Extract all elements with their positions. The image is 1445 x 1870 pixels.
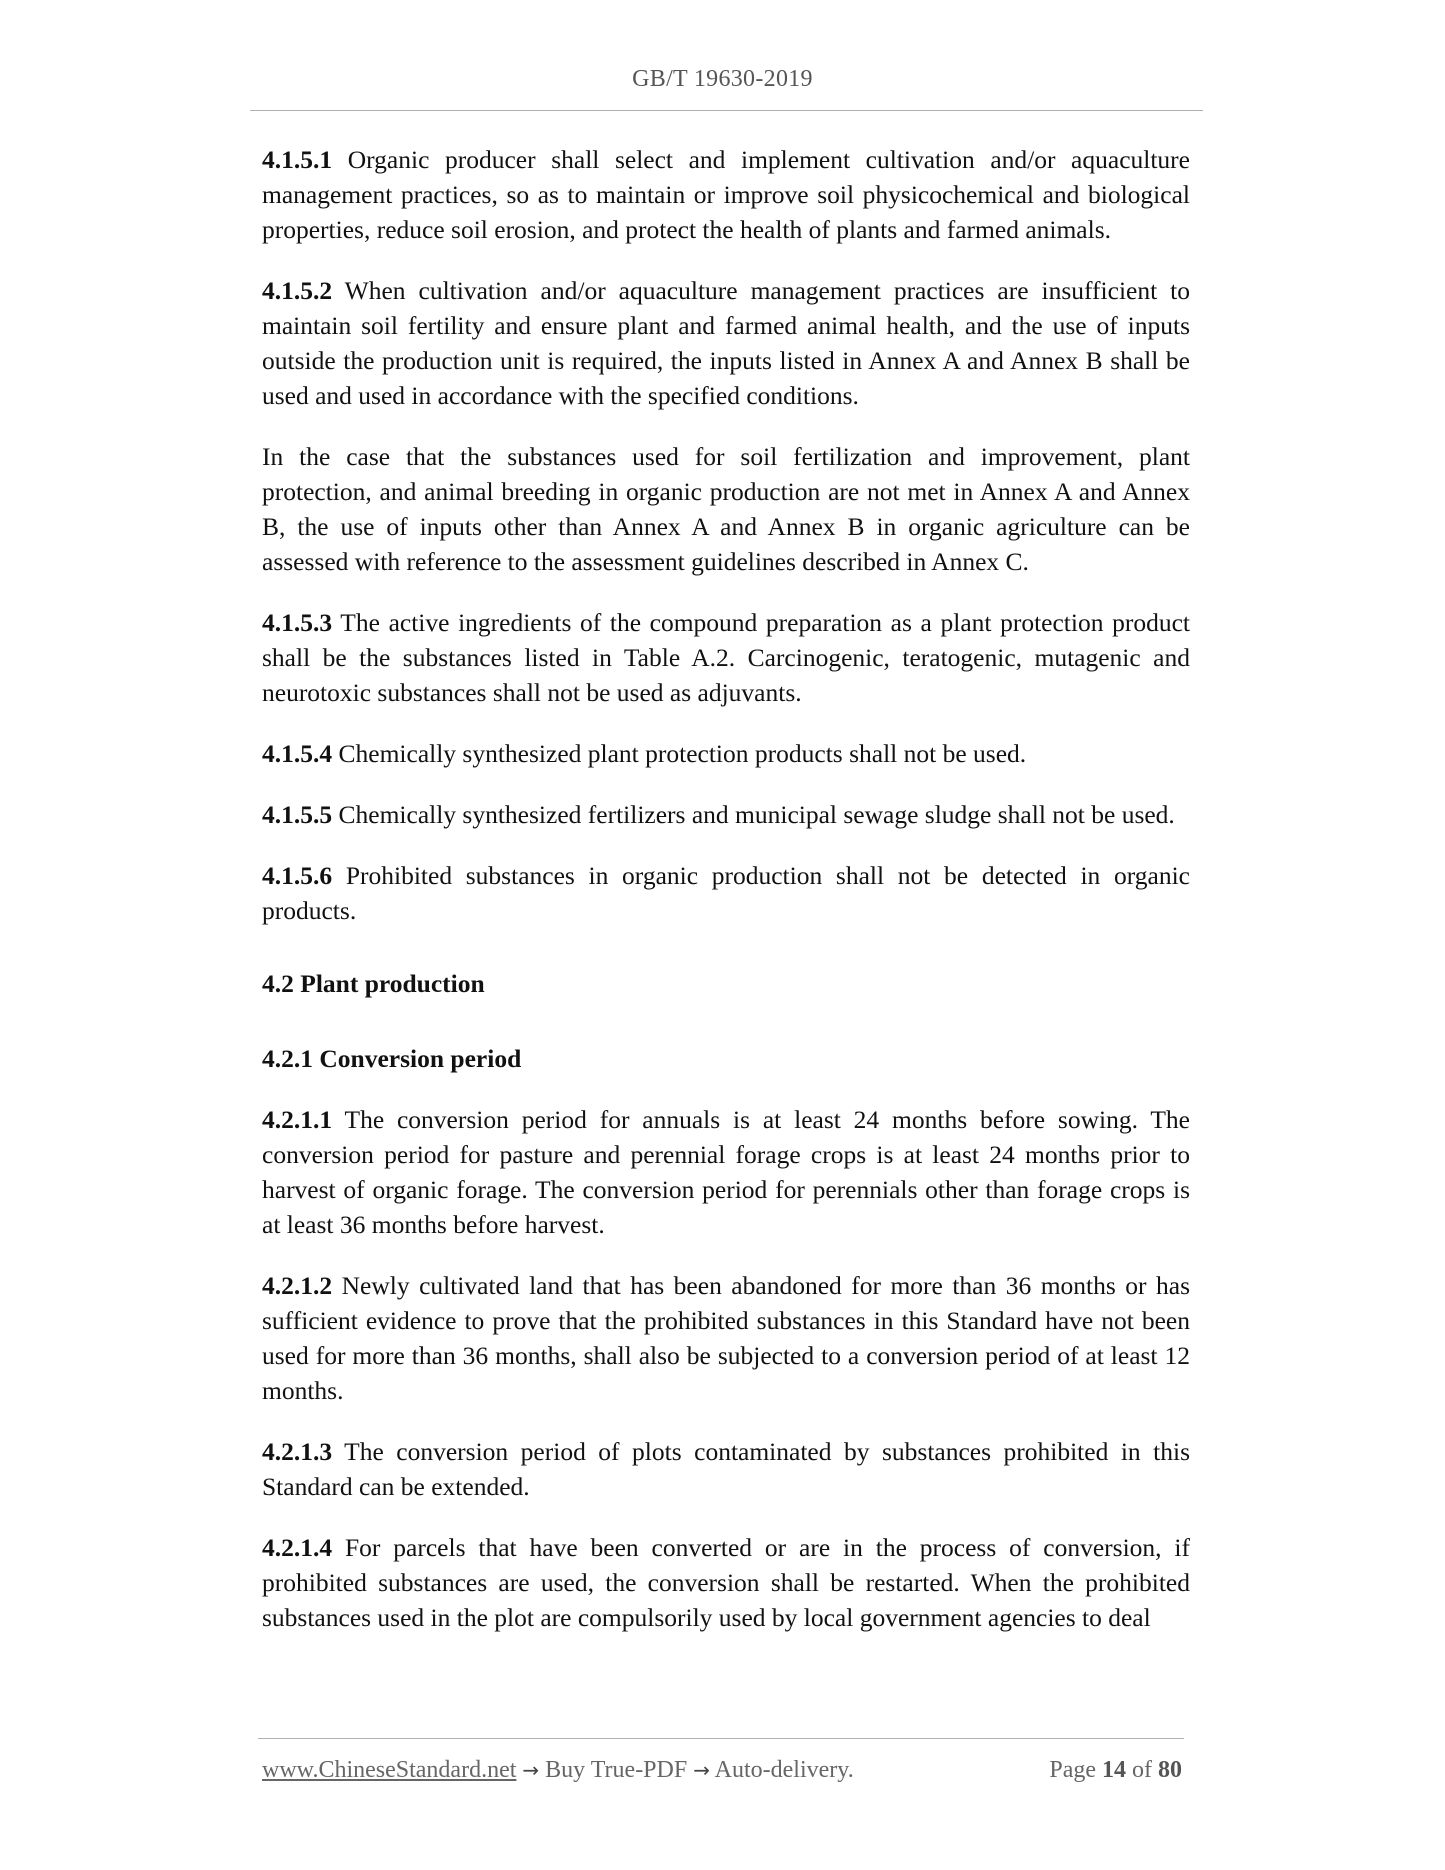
clause-text: For parcels that have been converted or are in the process of conversion, if prohibited substances are used, the conversion shall be restarted. When the prohibited substances used in the plot are compulsorily used by local government agencies to deal [262, 1533, 1190, 1632]
arrow-right-icon: → [522, 1758, 540, 1782]
header-divider [250, 110, 1203, 111]
document-header-title: GB/T 19630-2019 [632, 66, 813, 92]
clause-number: 4.2.1.3 [262, 1437, 333, 1466]
clause-text: Chemically synthesized plant protection products shall not be used. [332, 739, 1027, 768]
paragraph-4-1-5-5 [262, 797, 1190, 832]
clause-number: 4.1.5.6 [262, 861, 333, 890]
footer-promo [262, 1757, 854, 1784]
clause-number: 4.2.1.2 [262, 1271, 333, 1300]
clause-number: 4.1.5.4 [262, 739, 333, 768]
paragraph-4-2-1-2 [262, 1268, 1190, 1408]
clause-text: Organic producer shall select and implement cultivation and/or aquaculture management practices, so as to maintain or improve soil physicochemical and biological properties, reduce soil erosion, and protect the health of plants and farmed animals. [262, 145, 1190, 244]
paragraph-4-1-5-1 [262, 142, 1190, 247]
clause-text: When cultivation and/or aquaculture management practices are insufficient to maintain soil fertility and ensure plant and farmed animal health, and the use of inputs outside the production unit is required, the inputs listed in Annex A and Annex B shall be used and used in accordance with the specified conditions. [262, 276, 1190, 410]
clause-text: Newly cultivated land that has been abandoned for more than 36 months or has sufficient evidence to prove that the prohibited substances in this Standard have not been used for more than 36 months, shall also be subjected to a conversion period of at least 12 months. [262, 1271, 1190, 1405]
paragraph-4-2-1-3 [262, 1434, 1190, 1504]
paragraph-4-1-5-2 [262, 273, 1190, 413]
clause-number: 4.1.5.2 [262, 276, 333, 305]
buy-pdf-text: Buy True-PDF [539, 1757, 694, 1783]
clause-text: In the case that the substances used for soil fertilization and improvement, plant protection, and animal breeding in organic production are not met in Annex A and Annex B, the use of inputs other than Annex A and Annex B in organic agriculture can be assessed with reference to the assessment guidelines described in Annex C. [262, 442, 1190, 576]
clause-number: 4.1.5.3 [262, 608, 333, 637]
clause-text: Chemically synthesized fertilizers and municipal sewage sludge shall not be used. [332, 800, 1175, 829]
total-pages: 80 [1158, 1757, 1182, 1783]
clause-text: The active ingredients of the compound preparation as a plant protection product shall be the substances listed in Table A.2. Carcinogenic, teratogenic, mutagenic and neurotoxic substances shall not be used as adjuvants. [262, 608, 1190, 707]
page-number: 14 [1102, 1757, 1126, 1783]
section-heading-conversion-period: 4.2.1 Conversion period [262, 1044, 522, 1073]
site-link[interactable]: www.ChineseStandard.net [262, 1757, 517, 1783]
clause-number: 4.2.1.1 [262, 1105, 333, 1134]
paragraph-4-2-1-4 [262, 1530, 1190, 1635]
clause-text: Prohibited substances in organic production shall not be detected in organic products. [262, 861, 1190, 925]
paragraph-4-1-5-6 [262, 858, 1190, 928]
paragraph-4-1-5-2-continued [262, 439, 1190, 579]
footer-divider [258, 1738, 1184, 1739]
paragraph-4-2-1-1 [262, 1102, 1190, 1242]
clause-text: The conversion period for annuals is at least 24 months before sowing. The conversion period for pasture and perennial forage crops is at least 24 months prior to harvest of organic forage. The conversion period for perennials other than forage crops is at least 36 months before harvest. [262, 1105, 1190, 1239]
arrow-right-icon: → [693, 1758, 710, 1782]
clause-number: 4.2.1.4 [262, 1533, 333, 1562]
paragraph-4-1-5-4 [262, 736, 1190, 771]
clause-number: 4.1.5.1 [262, 145, 333, 174]
auto-delivery-text: Auto-delivery. [709, 1757, 854, 1783]
page-label: Page [1049, 1757, 1102, 1783]
clause-text: The conversion period of plots contaminated by substances prohibited in this Standard can be extended. [262, 1437, 1190, 1501]
page-counter [1049, 1757, 1182, 1784]
of-label: of [1126, 1757, 1158, 1783]
clause-number: 4.1.5.5 [262, 800, 333, 829]
section-heading-plant-production: 4.2 Plant production [262, 969, 485, 998]
paragraph-4-1-5-3 [262, 605, 1190, 710]
document-body [262, 142, 1190, 1635]
